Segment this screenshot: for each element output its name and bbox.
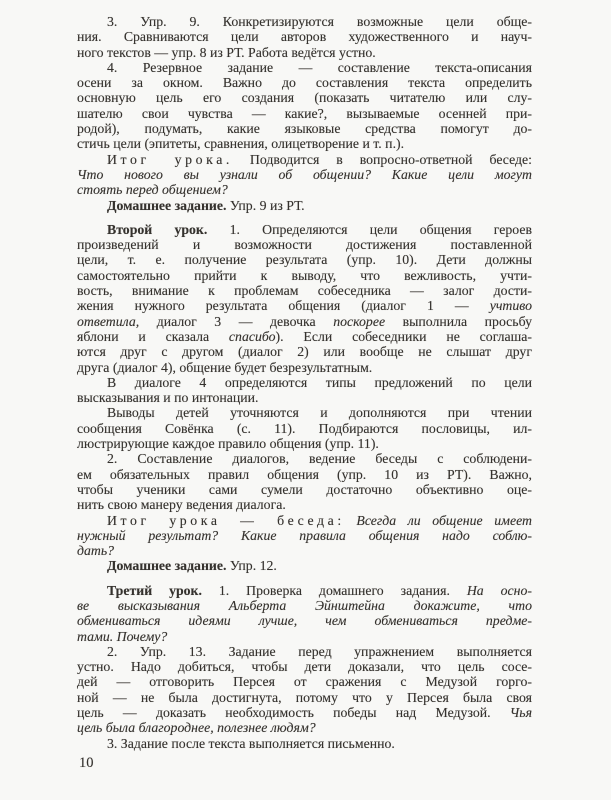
text-segment: ния. Сравниваются цели авторов художественного и науч- [77,29,532,45]
text-segment: вость, внимание к проблемам собеседника — залог дости- [77,283,532,299]
text-segment: Что нового вы узнали об общении? Какие цели могут [77,166,532,182]
text-segment: В диалоге 4 определяются типы предложений по цели [107,374,532,390]
text-segment: спасибо [228,328,276,344]
para-second-lesson [77,222,532,375]
text-segment: диалог 3 — девочка [139,313,334,329]
para-homework-upr12 [77,558,532,573]
text-line [77,558,532,573]
text-line [77,720,532,735]
text-line [77,344,532,359]
text-segment: ной — не была достигнута, потому что у Персея была своя [77,689,532,705]
text-segment: 3. Упр. 9. Конкретизируются возможные цели обще- [107,14,532,29]
text-line [77,268,532,283]
para-item3-written [77,736,532,751]
para-homework-upr9 [77,198,532,213]
text-segment: цель была благороднее, полезнее людям? [77,720,316,736]
text-segment: Домашнее задание. [107,197,227,213]
text-segment: выполнила просьбу [385,313,532,329]
text-segment: Домашнее задание. [107,558,227,574]
text-segment: 2. Составление диалогов, ведение беседы с соблюдени- [107,451,532,467]
text-segment: самостоятельно прийти к выводу, что вежливость, учти- [77,267,532,283]
text-block [77,14,532,751]
text-segment: Итог урока — беседа: [107,512,345,528]
text-line [77,360,532,375]
text-line [77,167,532,182]
text-segment: тами. Почему? [77,628,168,644]
text-line [77,329,532,344]
text-segment: основную цель его создания (показать читателю или слу- [77,90,532,106]
text-segment: произведений и возможности достижения поставленной [77,237,532,253]
text-line [77,252,532,267]
text-line [77,690,532,705]
text-segment: высказывания и по интонации. [77,390,259,406]
text-segment: дать? [77,543,115,559]
text-line [77,482,532,497]
text-line [77,390,532,405]
text-segment: нить свою манеру ведения диалога. [77,497,286,513]
text-segment: люстрирующие каждое правило общения (упр. 11). [77,436,379,452]
page-number: 10 [79,755,94,771]
text-line [77,497,532,512]
text-line [77,644,532,659]
para-dialog4-types [77,375,532,406]
para-sovenok-conclusions [77,405,532,451]
text-segment: обмениваться идеями лучше, чем обмениваться предме- [77,613,532,629]
text-segment: Упр. 9 из РТ. [226,197,305,213]
text-segment: 1. Проверка домашнего задания. [201,582,467,598]
para-item3-upr9 [77,14,532,60]
text-line [77,237,532,252]
text-segment: ем обязательных правил общения (упр. 10 из РТ). Важно, [77,466,532,482]
text-line [77,613,532,628]
para-lesson1-summary [77,152,532,198]
text-line [77,467,532,482]
text-segment: поскорее [333,313,386,329]
text-line [77,629,532,644]
text-segment: ного текстов — упр. 8 из РТ. Работа ведётся устно. [77,44,376,60]
text-segment: Всегда ли общение имеет [344,512,532,528]
text-line [77,198,532,213]
para-item2-dialogs [77,451,532,512]
text-line [77,121,532,136]
para-item4-reserve-task [77,60,532,152]
text-line [77,583,532,598]
text-segment: родой), подумать, какие языковые средства помогут до- [77,121,532,137]
text-segment: цели, т. е. получение результата (упр. 10). Дети должны [77,252,532,268]
text-segment: ются друг с другом (диалог 2) или вообще не слышат друг [77,344,532,360]
text-segment: ве высказывания Альберта Эйнштейна докажите, что [77,597,532,613]
text-line [77,182,532,197]
text-line [77,90,532,105]
text-line [77,513,532,528]
text-line [77,528,532,543]
text-line [77,375,532,390]
para-third-lesson [77,583,532,644]
text-segment: осени за окном. Важно до составления текста определить [77,75,532,91]
text-line [77,659,532,674]
text-line [77,598,532,613]
text-segment: учтиво [489,298,532,314]
text-segment: стоять перед общением? [77,182,228,198]
text-line [77,283,532,298]
text-segment: жения нужного результата общения (диалог 1 — [77,298,490,314]
para-item2-upr13 [77,644,532,736]
text-line [77,405,532,420]
text-line [77,60,532,75]
text-segment: На осно- [466,582,532,598]
text-segment: 2. Упр. 13. Задание перед упражнением выполняется [107,643,532,659]
text-line [77,705,532,720]
text-line [77,45,532,60]
text-segment: 1. Определяются цели общения героев [207,221,532,237]
text-segment: шателю свои чувства — какие?, вызываемые осенней при- [77,105,532,121]
text-line [77,314,532,329]
text-line [77,136,532,151]
text-segment: ). Если собеседники не соглаша- [275,328,533,344]
text-segment: цель — доказать необходимость победы над Медузой. [77,705,510,721]
text-segment: чтобы ученики сами сумели достаточно объективно оце- [77,481,532,497]
text-line [77,298,532,313]
text-segment: ответила, [77,313,140,329]
text-segment: нужный результат? Какие правила общения надо соблю- [77,527,532,543]
text-segment: стичь цели (эпитеты, сравнения, олицетворение и т. п.). [77,136,405,152]
text-segment: сообщения Совёнка (с. 11). Подбираются пословицы, ил- [77,420,532,436]
text-segment: Подводится в вопросно-ответной беседе: [232,151,532,167]
text-line [77,543,532,558]
text-line [77,14,532,29]
text-line [77,736,532,751]
text-segment: Второй урок. [107,221,208,237]
text-line [77,436,532,451]
text-line [77,674,532,689]
text-segment: 4. Резервное задание — составление текста-описания [107,59,532,75]
text-line [77,75,532,90]
text-line [77,222,532,237]
text-segment: устно. Надо добиться, чтобы дети доказали, что цель сосе- [77,659,532,675]
text-segment: дей — отговорить Персея от сражения с Медузой горго- [77,674,532,690]
text-segment: Выводы детей уточняются и дополняются при чтении [107,405,532,421]
text-segment: Итог урока. [107,151,233,167]
text-segment: яблони и сказала [77,328,229,344]
text-line [77,106,532,121]
text-line [77,451,532,466]
text-segment: Упр. 12. [226,558,277,574]
text-segment: Чья [509,705,532,721]
text-line [77,152,532,167]
para-lesson2-summary [77,513,532,559]
text-segment: Третий урок. [107,582,202,598]
text-line [77,29,532,44]
text-segment: друга (диалог 4), общение будет безрезультатным. [77,359,373,375]
text-segment: 3. Задание после текста выполняется письменно. [107,735,395,751]
text-line [77,421,532,436]
